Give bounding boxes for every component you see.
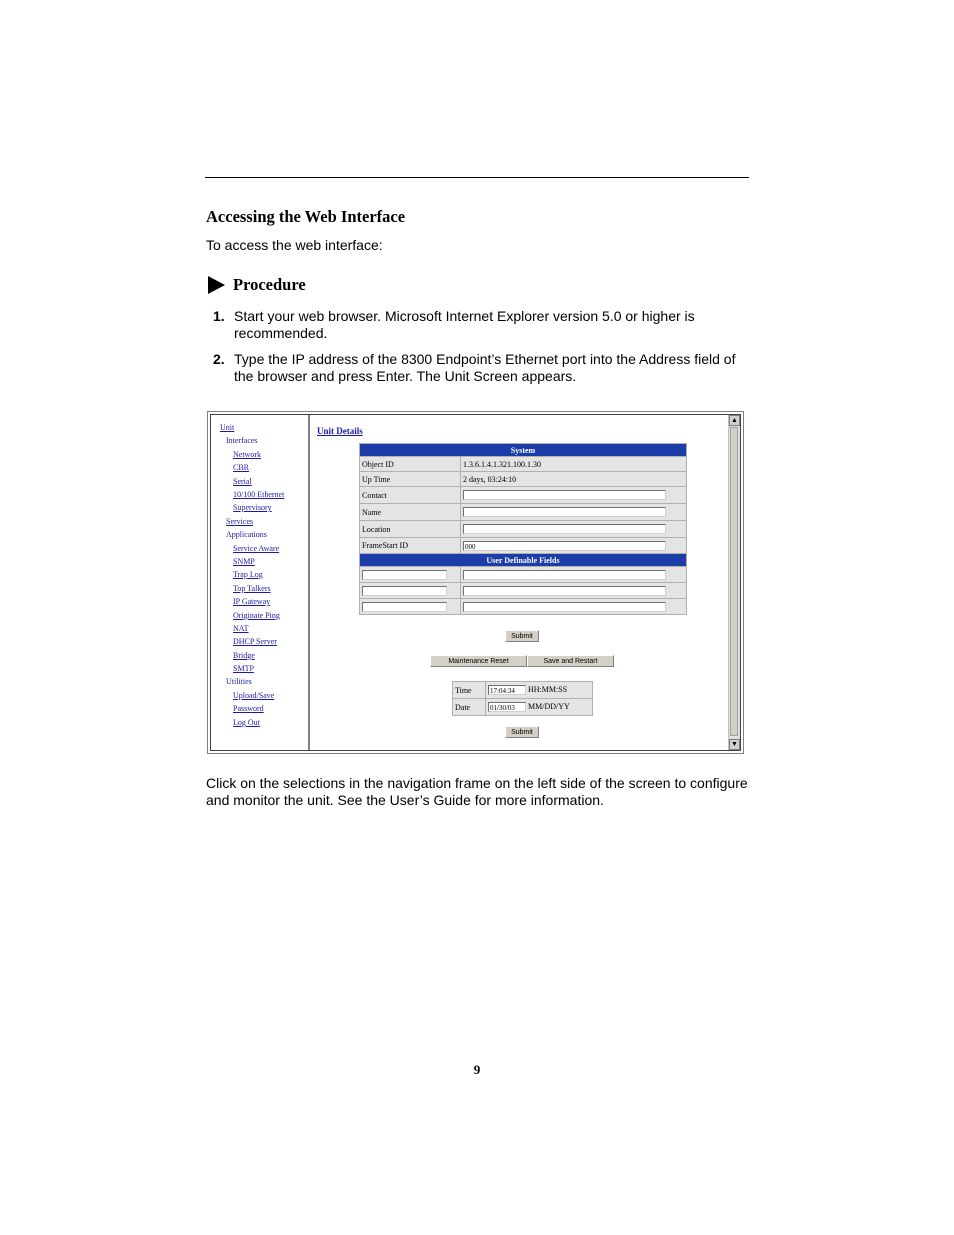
nav-dhcp-server[interactable]: DHCP Server	[233, 637, 277, 646]
udf-cell	[461, 567, 687, 583]
udf-value-input[interactable]	[463, 586, 666, 596]
nav-applications[interactable]: Applications	[226, 530, 267, 539]
udf-cell	[360, 567, 461, 583]
nav-network[interactable]: Network	[233, 450, 261, 459]
step-text: Start your web browser. Microsoft Internet Explorer version 5.0 or higher is recommended.	[234, 308, 695, 341]
maintenance-reset-button[interactable]: Maintenance Reset	[430, 655, 527, 667]
scroll-thumb[interactable]	[730, 427, 738, 736]
submit-button[interactable]: Submit	[505, 630, 539, 642]
uptime-label: Up Time	[360, 472, 461, 487]
time-date-table	[452, 681, 593, 716]
nav-interfaces[interactable]: Interfaces	[226, 436, 258, 445]
top-rule	[205, 177, 749, 178]
udf-value-input[interactable]	[463, 570, 666, 580]
time-cell	[486, 682, 593, 699]
nav-upload-save[interactable]: Upload/Save	[233, 691, 275, 700]
nav-top-talkers[interactable]: Top Talkers	[233, 584, 271, 593]
save-restart-button[interactable]: Save and Restart	[527, 655, 614, 667]
name-label: Name	[360, 504, 461, 521]
procedure-title: Procedure	[233, 275, 306, 294]
navigation-frame	[211, 415, 310, 750]
nav-services[interactable]: Services	[226, 517, 254, 526]
name-cell	[461, 504, 687, 521]
uptime-value: 2 days, 03:24:10	[461, 472, 687, 487]
time-input[interactable]: 17:04:34	[488, 685, 526, 695]
nav-serial[interactable]: Serial	[233, 477, 252, 486]
udf-cell	[360, 599, 461, 615]
main-frame	[311, 415, 728, 750]
nav-utilities[interactable]: Utilities	[226, 677, 252, 686]
scroll-down-icon[interactable]: ▼	[729, 739, 740, 750]
procedure-heading	[208, 275, 306, 295]
step-number: 2.	[213, 351, 225, 367]
date-input[interactable]: 01/30/03	[488, 702, 526, 712]
time-format: HH:MM:SS	[528, 684, 568, 694]
section-heading: Accessing the Web Interface	[206, 207, 406, 226]
udf-header: User Definable Fields	[360, 554, 687, 567]
system-header: System	[360, 444, 687, 457]
date-format: MM/DD/YY	[528, 701, 570, 711]
unit-details-title[interactable]: Unit Details	[317, 426, 363, 436]
udf-name-input[interactable]	[362, 570, 447, 580]
nav-service-aware[interactable]: Service Aware	[233, 544, 280, 553]
system-table	[359, 443, 687, 615]
object-id-value: 1.3.6.1.4.1.321.100.1.30	[461, 457, 687, 472]
nav-supervisory[interactable]: Supervisory	[233, 503, 272, 512]
udf-value-input[interactable]	[463, 602, 666, 612]
nav-smtp[interactable]: SMTP	[233, 664, 254, 673]
unit-screen-screenshot	[207, 411, 744, 754]
date-label: Date	[453, 699, 486, 716]
browser-window	[210, 414, 741, 751]
nav-bridge[interactable]: Bridge	[233, 651, 255, 660]
step-number: 1.	[213, 308, 225, 324]
intro-text: To access the web interface:	[206, 237, 383, 253]
scroll-up-icon[interactable]: ▲	[729, 415, 740, 426]
framestart-input[interactable]: 000	[463, 541, 666, 551]
nav-cbr[interactable]: CBR	[233, 463, 250, 472]
nav-log-out[interactable]: Log Out	[233, 718, 260, 727]
nav-ip-gateway[interactable]: IP Gateway	[233, 597, 271, 606]
location-input[interactable]	[463, 524, 666, 534]
framestart-cell	[461, 538, 687, 554]
nav-snmp[interactable]: SNMP	[233, 557, 255, 566]
procedure-arrow-icon	[208, 276, 225, 294]
udf-cell	[360, 583, 461, 599]
step-1	[213, 308, 753, 342]
location-label: Location	[360, 521, 461, 538]
closing-text: Click on the selections in the navigation frame on the left side of the screen to configure and monitor the unit. See the User’s Guide for more information.	[206, 775, 748, 808]
object-id-label: Object ID	[360, 457, 461, 472]
vertical-scrollbar[interactable]	[728, 415, 740, 750]
step-text: Type the IP address of the 8300 Endpoint’s Ethernet port into the Address field of the browser and press Enter. The Unit Screen appears.	[234, 351, 736, 384]
submit-time-button[interactable]: Submit	[505, 726, 539, 738]
nav-password[interactable]: Password	[233, 704, 264, 713]
nav-nat[interactable]: NAT	[233, 624, 249, 633]
udf-name-input[interactable]	[362, 586, 447, 596]
framestart-label: FrameStart ID	[360, 538, 461, 554]
nav-trap-log[interactable]: Trap Log	[233, 570, 263, 579]
nav-unit[interactable]: Unit	[220, 423, 235, 432]
udf-cell	[461, 599, 687, 615]
nav-ethernet[interactable]: 10/100 Ethernet	[233, 490, 285, 499]
date-cell	[486, 699, 593, 716]
udf-name-input[interactable]	[362, 602, 447, 612]
step-2	[213, 351, 753, 385]
udf-cell	[461, 583, 687, 599]
time-label: Time	[453, 682, 486, 699]
contact-input[interactable]	[463, 490, 666, 500]
location-cell	[461, 521, 687, 538]
contact-label: Contact	[360, 487, 461, 504]
nav-originate-ping[interactable]: Originate Ping	[233, 611, 280, 620]
page-number: 9	[473, 1062, 481, 1077]
name-input[interactable]	[463, 507, 666, 517]
contact-cell	[461, 487, 687, 504]
